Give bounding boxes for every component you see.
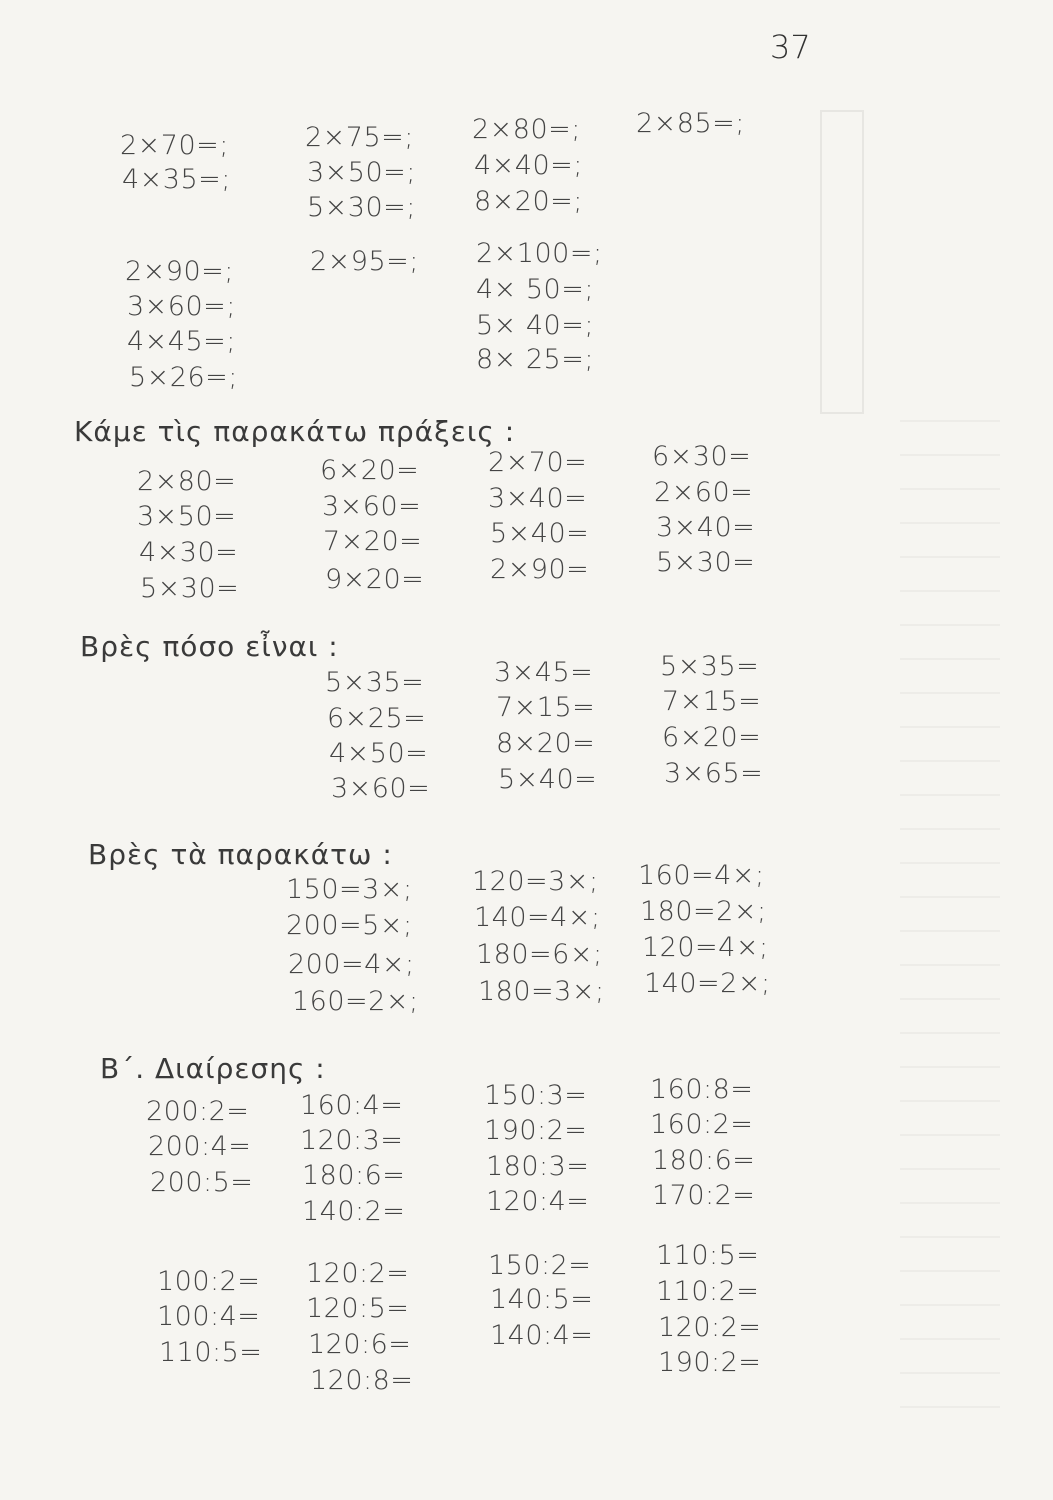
- problem: 6×30=: [652, 441, 752, 472]
- problem: 4× 50=;: [476, 274, 594, 305]
- problem: 200=4×;: [288, 949, 415, 980]
- section-heading: Βρὲς πόσο εἶναι :: [80, 630, 339, 663]
- problem: 3×45=: [494, 657, 594, 688]
- problem: 3×50=: [137, 501, 237, 532]
- problem: 140:5=: [490, 1284, 594, 1315]
- problem: 120=3×;: [472, 866, 599, 897]
- problem: 2×75=;: [305, 122, 414, 153]
- problem: 140:2=: [302, 1196, 406, 1227]
- problem: 180=6×;: [476, 939, 603, 970]
- problem: 5× 40=;: [476, 310, 594, 341]
- problem: 3×50=;: [307, 157, 416, 188]
- section-heading: Βρὲς τὰ παρακάτω :: [88, 838, 393, 871]
- problem: 140=2×;: [644, 968, 771, 999]
- problem: 2×70=: [488, 447, 588, 478]
- problem: 7×15=: [662, 686, 762, 717]
- problem: 150:2=: [488, 1250, 592, 1281]
- problem: 190:2=: [484, 1115, 588, 1146]
- problem: 2×95=;: [310, 246, 419, 277]
- problem: 3×40=: [488, 483, 588, 514]
- problem: 2×90=: [490, 554, 590, 585]
- problem: 160=4×;: [638, 860, 765, 891]
- problem: 100:4=: [157, 1301, 261, 1332]
- problem: 4×35=;: [122, 164, 231, 195]
- problem: 160:8=: [650, 1074, 754, 1105]
- problem: 180=2×;: [640, 896, 767, 927]
- problem: 4×40=;: [474, 150, 583, 181]
- problem: 5×26=;: [129, 362, 238, 393]
- problem: 9×20=: [325, 564, 425, 595]
- problem: 7×20=: [323, 526, 423, 557]
- problem: 2×70=;: [120, 130, 229, 161]
- problem: 3×60=;: [127, 291, 236, 322]
- problem: 4×30=: [139, 537, 239, 568]
- problem: 120:5=: [306, 1293, 410, 1324]
- problem: 7×15=: [496, 692, 596, 723]
- problem: 4×50=: [329, 738, 429, 769]
- problem: 160:4=: [300, 1090, 404, 1121]
- problem: 2×100=;: [476, 238, 603, 269]
- problem: 5×40=: [490, 518, 590, 549]
- problem: 5×40=: [498, 764, 598, 795]
- section-heading: Κάμε τὶς παρακάτω πράξεις :: [74, 415, 516, 448]
- problem: 5×30=: [140, 573, 240, 604]
- problem: 2×60=: [654, 477, 754, 508]
- problem: 6×20=: [662, 722, 762, 753]
- problem: 8× 25=;: [476, 344, 594, 375]
- problem: 100:2=: [157, 1266, 261, 1297]
- problem: 180:3=: [486, 1151, 590, 1182]
- problem: 140:4=: [490, 1320, 594, 1351]
- problem: 110:5=: [656, 1240, 760, 1271]
- problem: 120:4=: [486, 1186, 590, 1217]
- bleed-through-lines: [900, 420, 1000, 1420]
- section-heading: Β΄. Διαίρεσης :: [100, 1052, 326, 1085]
- problem: 150:3=: [484, 1080, 588, 1111]
- problem: 5×30=;: [307, 192, 416, 223]
- problem: 180:6=: [302, 1160, 406, 1191]
- problem: 3×65=: [664, 758, 764, 789]
- problem: 200:2=: [146, 1096, 250, 1127]
- problem: 160=2×;: [292, 986, 419, 1017]
- problem: 180:6=: [652, 1145, 756, 1176]
- problem: 140=4×;: [474, 902, 601, 933]
- problem: 3×60=: [331, 773, 431, 804]
- problem: 2×80=: [137, 466, 237, 497]
- problem: 2×80=;: [472, 114, 581, 145]
- problem: 6×20=: [320, 455, 420, 486]
- problem: 5×30=: [656, 547, 756, 578]
- problem: 200:4=: [148, 1131, 252, 1162]
- problem: 200=5×;: [286, 910, 413, 941]
- problem: 120:6=: [308, 1329, 412, 1360]
- problem: 6×25=: [327, 703, 427, 734]
- problem: 160:2=: [650, 1109, 754, 1140]
- problem: 5×35=: [660, 651, 760, 682]
- problem: 110:5=: [159, 1337, 263, 1368]
- problem: 170:2=: [652, 1180, 756, 1211]
- bleed-through-shadow: [820, 110, 864, 414]
- problem: 120:2=: [658, 1312, 762, 1343]
- problem: 120:8=: [310, 1365, 414, 1396]
- problem: 3×40=: [656, 512, 756, 543]
- problem: 190:2=: [658, 1347, 762, 1378]
- problem: 2×90=;: [125, 256, 234, 287]
- problem: 8×20=;: [474, 186, 583, 217]
- problem: 4×45=;: [127, 326, 236, 357]
- problem: 2×85=;: [636, 108, 745, 139]
- problem: 120:3=: [300, 1125, 404, 1156]
- problem: 3×60=: [322, 491, 422, 522]
- page-number: 37: [770, 28, 811, 66]
- problem: 120=4×;: [642, 932, 769, 963]
- problem: 180=3×;: [478, 976, 605, 1007]
- problem: 200:5=: [150, 1167, 254, 1198]
- problem: 5×35=: [325, 667, 425, 698]
- problem: 110:2=: [656, 1276, 760, 1307]
- problem: 150=3×;: [286, 874, 413, 905]
- problem: 8×20=: [496, 728, 596, 759]
- problem: 120:2=: [306, 1258, 410, 1289]
